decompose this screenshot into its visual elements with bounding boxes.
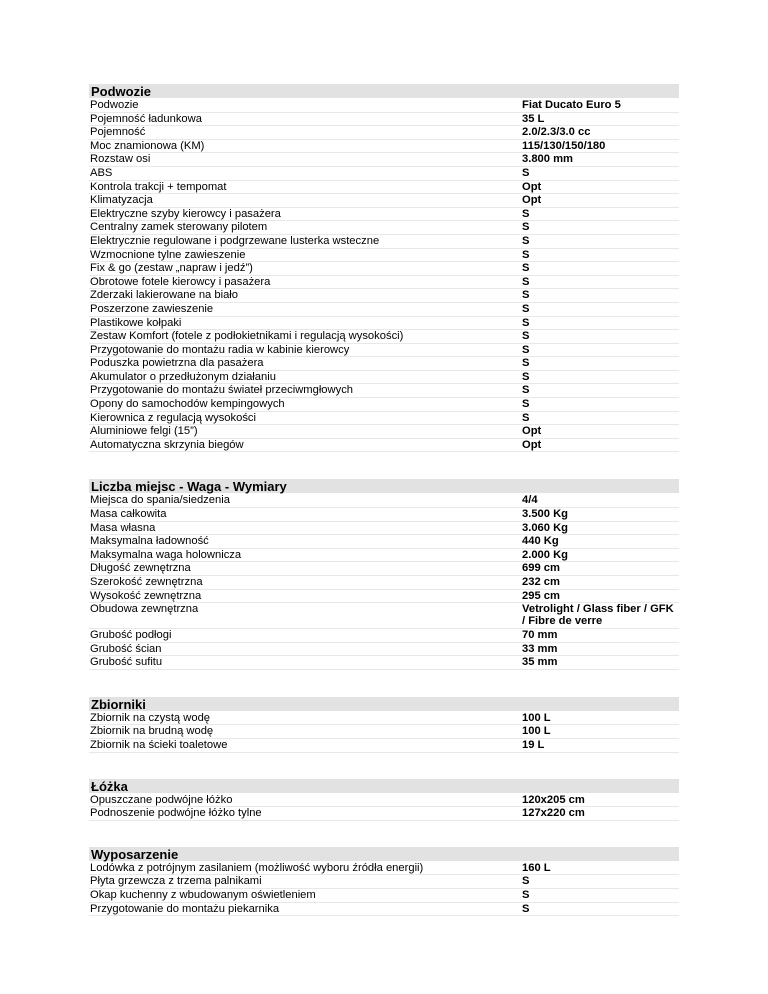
spec-value: S bbox=[522, 370, 679, 384]
spec-value: Opt bbox=[522, 438, 679, 452]
spec-row bbox=[89, 862, 679, 875]
spec-label: Przygotowanie do montażu świateł przeciwmgłowych bbox=[89, 384, 522, 398]
spec-value: S bbox=[522, 343, 679, 357]
spec-label: Okap kuchenny z wbudowanym oświetleniem bbox=[89, 888, 522, 902]
spec-label: Kontrola trakcji + tempomat bbox=[89, 180, 522, 194]
spec-label: Moc znamionowa (KM) bbox=[89, 139, 522, 153]
spec-label: Lodówka z potrójnym zasilaniem (możliwość wyboru źródła energii) bbox=[89, 862, 522, 875]
spec-value: 33 mm bbox=[522, 642, 679, 656]
spec-row bbox=[89, 628, 679, 642]
spec-label: Zbiornik na czystą wodę bbox=[89, 712, 522, 725]
spec-row bbox=[89, 794, 679, 807]
spec-value: 232 cm bbox=[522, 576, 679, 590]
spec-row bbox=[89, 902, 679, 916]
spec-value: 295 cm bbox=[522, 589, 679, 603]
spec-table bbox=[89, 862, 679, 916]
spec-value: S bbox=[522, 234, 679, 248]
spec-value: 19 L bbox=[522, 738, 679, 752]
spec-value: S bbox=[522, 902, 679, 916]
spec-value: 120x205 cm bbox=[522, 794, 679, 807]
spec-label: Automatyczna skrzynia biegów bbox=[89, 438, 522, 452]
spec-value: S bbox=[522, 221, 679, 235]
spec-value: S bbox=[522, 384, 679, 398]
spec-row bbox=[89, 221, 679, 235]
spec-label: Podnoszenie podwójne łóżko tylne bbox=[89, 807, 522, 821]
spec-label: Wysokość zewnętrzna bbox=[89, 589, 522, 603]
spec-row bbox=[89, 139, 679, 153]
spec-value: S bbox=[522, 357, 679, 371]
spec-row bbox=[89, 343, 679, 357]
spec-value: S bbox=[522, 330, 679, 344]
spec-label: Elektrycznie regulowane i podgrzewane lusterka wsteczne bbox=[89, 234, 522, 248]
spec-label: Zestaw Komfort (fotele z podłokietnikami i regulacją wysokości) bbox=[89, 330, 522, 344]
spec-row bbox=[89, 494, 679, 507]
spec-row bbox=[89, 521, 679, 535]
spec-row bbox=[89, 153, 679, 167]
spec-value: 115/130/150/180 bbox=[522, 139, 679, 153]
spec-value: 3.800 mm bbox=[522, 153, 679, 167]
spec-row bbox=[89, 411, 679, 425]
spec-table bbox=[89, 494, 679, 669]
spec-row bbox=[89, 712, 679, 725]
spec-value: S bbox=[522, 262, 679, 276]
spec-value: S bbox=[522, 207, 679, 221]
section-title: Podwozie bbox=[89, 84, 679, 98]
spec-label: Wzmocnione tylne zawieszenie bbox=[89, 248, 522, 262]
spec-label: Maksymalna ładowność bbox=[89, 535, 522, 549]
spec-row bbox=[89, 875, 679, 889]
spec-row bbox=[89, 807, 679, 821]
spec-row bbox=[89, 725, 679, 739]
section-spacer bbox=[0, 452, 768, 479]
spec-value: 100 L bbox=[522, 725, 679, 739]
spec-value: Opt bbox=[522, 194, 679, 208]
spec-section bbox=[89, 779, 679, 821]
spec-row bbox=[89, 357, 679, 371]
spec-row bbox=[89, 438, 679, 452]
spec-label: Przygotowanie do montażu radia w kabinie kierowcy bbox=[89, 343, 522, 357]
spec-value: 440 Kg bbox=[522, 535, 679, 549]
spec-row bbox=[89, 398, 679, 412]
spec-label: Obudowa zewnętrzna bbox=[89, 603, 522, 629]
spec-label: Grubość ścian bbox=[89, 642, 522, 656]
spec-row bbox=[89, 330, 679, 344]
spec-row bbox=[89, 548, 679, 562]
spec-label: Akumulator o przedłużonym działaniu bbox=[89, 370, 522, 384]
spec-value: 3.060 Kg bbox=[522, 521, 679, 535]
spec-row bbox=[89, 656, 679, 670]
spec-label: Grubość podłogi bbox=[89, 628, 522, 642]
spec-row bbox=[89, 738, 679, 752]
spec-value: S bbox=[522, 275, 679, 289]
spec-row bbox=[89, 508, 679, 522]
spec-label: Miejsca do spania/siedzenia bbox=[89, 494, 522, 507]
section-title: Zbiorniki bbox=[89, 697, 679, 711]
spec-value: 4/4 bbox=[522, 494, 679, 507]
spec-value: S bbox=[522, 166, 679, 180]
spec-label: Opony do samochodów kempingowych bbox=[89, 398, 522, 412]
spec-label: Masa całkowita bbox=[89, 508, 522, 522]
spec-row bbox=[89, 576, 679, 590]
spec-label: ABS bbox=[89, 166, 522, 180]
spec-row bbox=[89, 535, 679, 549]
spec-label: Opuszczane podwójne łóżko bbox=[89, 794, 522, 807]
spec-value: 160 L bbox=[522, 862, 679, 875]
spec-row bbox=[89, 302, 679, 316]
spec-value: 35 L bbox=[522, 112, 679, 126]
spec-value: S bbox=[522, 411, 679, 425]
spec-row bbox=[89, 384, 679, 398]
spec-value: Fiat Ducato Euro 5 bbox=[522, 99, 679, 112]
spec-value: S bbox=[522, 289, 679, 303]
spec-value: S bbox=[522, 875, 679, 889]
spec-row bbox=[89, 562, 679, 576]
spec-value: 35 mm bbox=[522, 656, 679, 670]
spec-row bbox=[89, 603, 679, 629]
spec-value: S bbox=[522, 248, 679, 262]
spec-label: Grubość sufitu bbox=[89, 656, 522, 670]
spec-row bbox=[89, 425, 679, 439]
spec-value: Opt bbox=[522, 180, 679, 194]
spec-label: Podwozie bbox=[89, 99, 522, 112]
section-spacer bbox=[0, 670, 768, 697]
spec-value: S bbox=[522, 316, 679, 330]
spec-section bbox=[89, 479, 679, 669]
spec-value: Opt bbox=[522, 425, 679, 439]
spec-value: 70 mm bbox=[522, 628, 679, 642]
spec-row bbox=[89, 194, 679, 208]
spec-label: Plastikowe kołpaki bbox=[89, 316, 522, 330]
spec-label: Zderzaki lakierowane na biało bbox=[89, 289, 522, 303]
spec-value: S bbox=[522, 302, 679, 316]
spec-label: Pojemność ładunkowa bbox=[89, 112, 522, 126]
spec-row bbox=[89, 99, 679, 112]
spec-row bbox=[89, 180, 679, 194]
spec-label: Centralny zamek sterowany pilotem bbox=[89, 221, 522, 235]
spec-label: Klimatyzacja bbox=[89, 194, 522, 208]
spec-value: 2.0/2.3/3.0 cc bbox=[522, 126, 679, 140]
spec-label: Kierownica z regulacją wysokości bbox=[89, 411, 522, 425]
spec-value: Vetrolight / Glass fiber / GFK / Fibre de verre bbox=[522, 603, 679, 629]
spec-row bbox=[89, 166, 679, 180]
spec-value: 3.500 Kg bbox=[522, 508, 679, 522]
spec-table bbox=[89, 712, 679, 753]
spec-value: 127x220 cm bbox=[522, 807, 679, 821]
spec-row bbox=[89, 262, 679, 276]
spec-label: Aluminiowe felgi (15”) bbox=[89, 425, 522, 439]
spec-label: Pojemność bbox=[89, 126, 522, 140]
spec-row bbox=[89, 888, 679, 902]
spec-label: Obrotowe fotele kierowcy i pasażera bbox=[89, 275, 522, 289]
spec-label: Fix & go (zestaw „napraw i jedź”) bbox=[89, 262, 522, 276]
spec-row bbox=[89, 207, 679, 221]
section-title: Liczba miejsc - Waga - Wymiary bbox=[89, 479, 679, 493]
spec-table bbox=[89, 794, 679, 821]
spec-row bbox=[89, 126, 679, 140]
spec-value: S bbox=[522, 888, 679, 902]
spec-label: Masa własna bbox=[89, 521, 522, 535]
spec-label: Zbiornik na brudną wodę bbox=[89, 725, 522, 739]
spec-label: Poduszka powietrzna dla pasażera bbox=[89, 357, 522, 371]
spec-label: Długość zewnętrzna bbox=[89, 562, 522, 576]
spec-row bbox=[89, 589, 679, 603]
spec-label: Płyta grzewcza z trzema palnikami bbox=[89, 875, 522, 889]
spec-row bbox=[89, 316, 679, 330]
spec-value: S bbox=[522, 398, 679, 412]
spec-label: Maksymalna waga holownicza bbox=[89, 548, 522, 562]
spec-row bbox=[89, 248, 679, 262]
spec-label: Poszerzone zawieszenie bbox=[89, 302, 522, 316]
spec-table bbox=[89, 99, 679, 452]
spec-label: Zbiornik na ścieki toaletowe bbox=[89, 738, 522, 752]
spec-row bbox=[89, 370, 679, 384]
spec-row bbox=[89, 642, 679, 656]
spec-row bbox=[89, 275, 679, 289]
spec-value: 699 cm bbox=[522, 562, 679, 576]
spec-row bbox=[89, 234, 679, 248]
spec-section bbox=[89, 84, 679, 452]
spec-row bbox=[89, 289, 679, 303]
spec-section bbox=[89, 847, 679, 916]
section-spacer bbox=[0, 821, 768, 847]
spec-row bbox=[89, 112, 679, 126]
spec-label: Przygotowanie do montażu piekarnika bbox=[89, 902, 522, 916]
section-title: Wyposarzenie bbox=[89, 847, 679, 861]
spec-label: Szerokość zewnętrzna bbox=[89, 576, 522, 590]
section-spacer bbox=[0, 753, 768, 779]
spec-label: Elektryczne szyby kierowcy i pasażera bbox=[89, 207, 522, 221]
spec-value: 2.000 Kg bbox=[522, 548, 679, 562]
spec-section bbox=[89, 697, 679, 753]
spec-value: 100 L bbox=[522, 712, 679, 725]
section-title: Łóżka bbox=[89, 779, 679, 793]
spec-label: Rozstaw osi bbox=[89, 153, 522, 167]
